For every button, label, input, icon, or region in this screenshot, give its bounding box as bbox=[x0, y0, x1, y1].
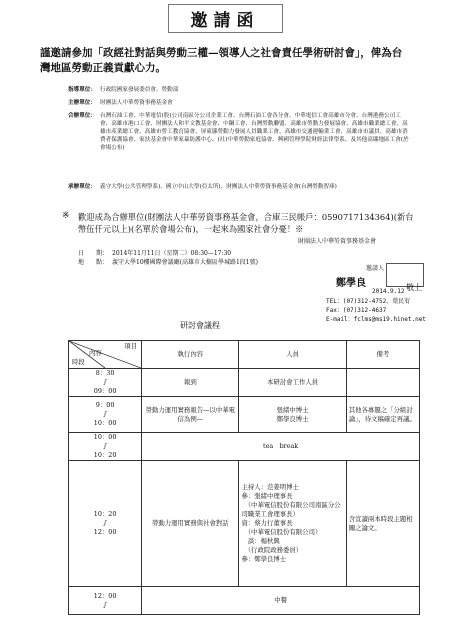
org-text-cohost: 台灣石油工會、中華電信(股)公司南區分公司企業工會、台灣石油工會各分會、中華電信工會高雄市分會、台灣港務公司工會、高雄市港口工會、財團法人和平文教基金會、中鋼工會、台灣勞動聯盟、高雄市勞動力發展協會、高雄市職業總工會、高雄市產業總工會、高雄市勞工教育協會、屏東縣勞動力發展人員職業工會、高雄市交通運輸業工會、高雄市市議員、高雄市消費者保護協會、家扶基金會中華家暴防護中心、(社)中華勞動家庭協會、興國管理學院財經法律學系、及其他高縣地區工會(於會場公布) bbox=[100, 113, 409, 151]
row-time: 9：00 ∫ 10：00 bbox=[69, 397, 142, 433]
table-row bbox=[69, 587, 420, 615]
table-header-row bbox=[69, 341, 420, 369]
row-person: 本研討會工作人員 bbox=[239, 369, 346, 397]
header-diagonal-cell bbox=[69, 341, 142, 369]
row-content: 勞動力運用實務與社會對話 bbox=[142, 461, 239, 587]
header-note: 備考 bbox=[346, 341, 419, 369]
contact-fax: Fax：(07)312-4637 bbox=[326, 307, 387, 314]
venue-value: 義守大學10樓國際會議廳(高雄市大樹區學城路1段1號) bbox=[112, 259, 258, 266]
row-content: 勞動力運用實務報告—以中華電信為例— bbox=[142, 397, 239, 433]
date-value: 2014年11月11日（星期二）08:30—17:30 bbox=[112, 250, 232, 257]
row-break: tea break bbox=[142, 433, 420, 461]
row-time: 12：00 ∫ bbox=[69, 587, 142, 615]
org-label-cohost: 合辦單位： bbox=[68, 113, 96, 119]
title-box bbox=[0, 4, 450, 33]
org-name: 財團法人中華勞資事務基金會 bbox=[298, 238, 377, 245]
notice-mark: ※ bbox=[62, 211, 70, 221]
org-text-organizer: 義守大學(公共管理學系)、國立中山大學(亞太所)、財團法人中華勞資事務基金會(台灣勞動智庫) bbox=[100, 184, 337, 190]
org-text-host: 財團法人中華勞資事務基金會 bbox=[100, 100, 173, 106]
table-row bbox=[69, 369, 420, 397]
header-person: 人員 bbox=[239, 341, 346, 369]
venue-label: 地 點： bbox=[78, 259, 109, 266]
date-label: 日 期： bbox=[78, 250, 109, 257]
org-text-guide: 行政院國家發展委員會、勞動部 bbox=[100, 87, 179, 93]
header-time: 時段 bbox=[72, 358, 85, 366]
inviter-label: 邀請人 bbox=[366, 265, 385, 272]
sign-date: 2014.9.12 bbox=[372, 288, 405, 295]
header-content: 內容 bbox=[89, 349, 102, 357]
row-note: 其他各專題之「分組討論」，待文稿確定再議。 bbox=[346, 397, 419, 433]
org-label-organizer: 承辦單位： bbox=[68, 184, 96, 190]
inviter-name: 鄭學良 bbox=[336, 278, 366, 289]
schedule-title: 研討會議程 bbox=[180, 321, 220, 330]
table-row bbox=[69, 433, 420, 461]
row-content: 報到 bbox=[142, 369, 239, 397]
header-exec: 執行內容 bbox=[142, 341, 239, 369]
row-note: 含宣讀兩本時段主題相關之論文。 bbox=[346, 461, 419, 587]
schedule-table bbox=[68, 340, 420, 615]
header-item: 項目 bbox=[124, 342, 138, 350]
row-note bbox=[346, 369, 419, 397]
table-row bbox=[69, 461, 420, 587]
notice-text: 歡迎成為合辦單位(財團法人中華勞資事務基金會，合庫三民帳戶：0590717134364)(新台幣伍仟元以上)(名單於會場公布)，一起來為國家社會分憂！※ bbox=[78, 212, 414, 234]
row-time: 10：20 ∫ 12：00 bbox=[69, 461, 142, 587]
intro-text: 謹邀請參加「政經社對話與勞動三權—領導人之社會責任學術研討會」，俾為台灣地區勞動正義貢獻心力。 bbox=[40, 47, 403, 74]
row-time: 8：30 ∫ 09：00 bbox=[69, 369, 142, 397]
row-lunch: 中餐 bbox=[142, 587, 420, 615]
row-person: 張緒中博士 鄭學良博士 bbox=[239, 397, 346, 433]
org-label-guide: 指導單位： bbox=[68, 87, 96, 93]
contact-tel: TEL：(07)312-4752、葉民宥 bbox=[326, 298, 411, 305]
table-row bbox=[69, 397, 420, 433]
row-person: 主持人：范姜明博士 參：張緒中理事長 （中華電信股份有限公司南區分公司職業工會理事長） 資：蔡力行董事長 （中華電信股份有限公司） 談：楊秋興 （行政院政務委員） 參：鄭學良博士 bbox=[239, 461, 346, 587]
org-label-host: 主辦單位： bbox=[68, 100, 96, 106]
contact-email: E-mail：fclms@ms19.hinet.net bbox=[326, 316, 426, 323]
page-title: 邀請函 bbox=[168, 4, 283, 33]
respect-text: 敬上 bbox=[406, 283, 422, 292]
row-time: 10：00 ∫ 10：20 bbox=[69, 433, 142, 461]
